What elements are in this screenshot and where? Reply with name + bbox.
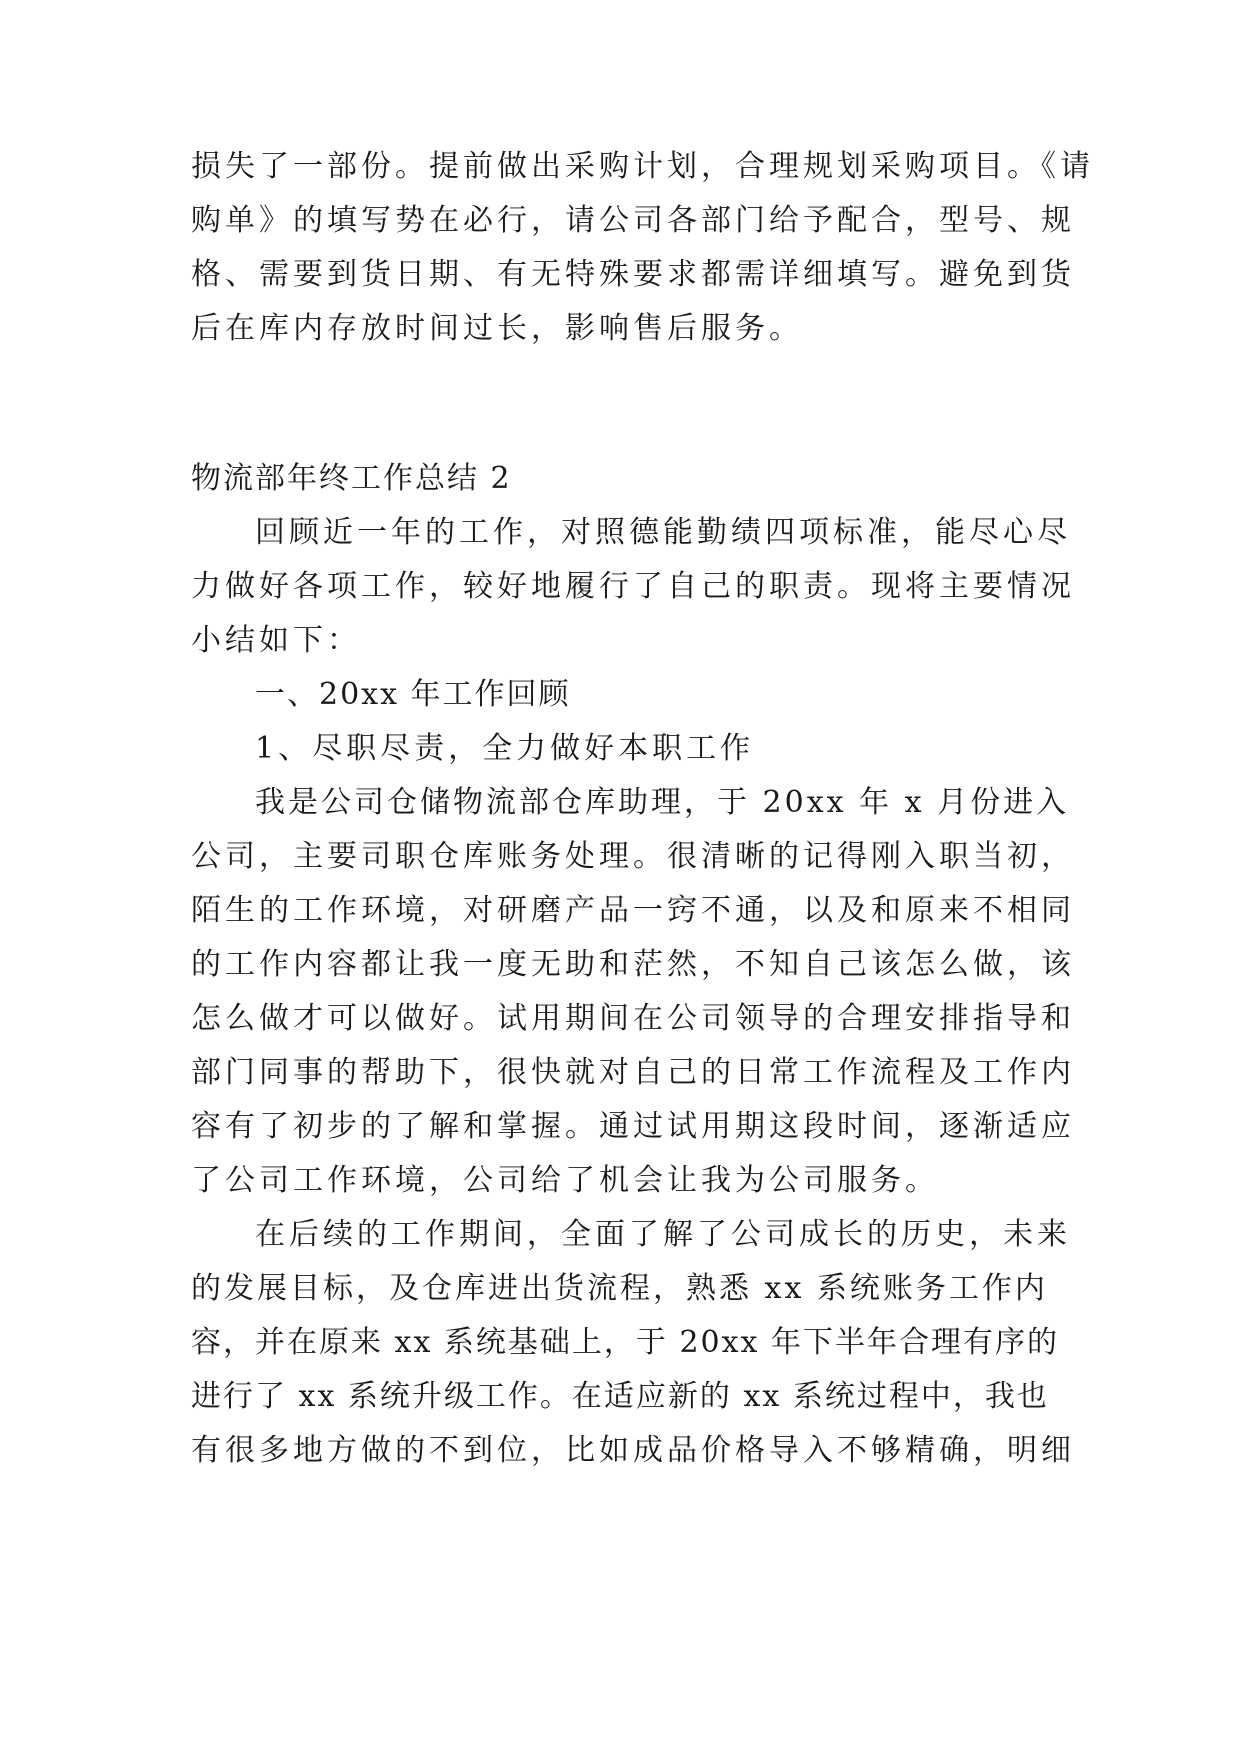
section-title: 物流部年终工作总结 2 [191,461,512,496]
continuation-line: 购单》的填写势在必行，请公司各部门给予配合，型号、规 [191,203,1075,238]
paragraph-line: 怎么做才可以做好。试用期间在公司领导的合理安排指导和 [191,1001,1075,1036]
paragraph-line: 公司，主要司职仓库账务处理。很清晰的记得刚入职当初， [191,839,1075,874]
continuation-line: 后在库内存放时间过长，影响售后服务。 [191,311,803,346]
paragraph-line: 我是公司仓储物流部仓库助理，于 20xx 年 x 月份进入 [255,785,1070,820]
continuation-line: 损失了一部份。提前做出采购计划，合理规划采购项目。《请 [191,149,1094,184]
paragraph-line: 的发展目标，及仓库进出货流程，熟悉 xx 系统账务工作内 [191,1271,1048,1306]
paragraph-line: 了公司工作环境，公司给了机会让我为公司服务。 [191,1163,939,1198]
paragraph-line: 的工作内容都让我一度无助和茫然，不知自己该怎么做，该 [191,947,1075,982]
paragraph-line: 容有了初步的了解和掌握。通过试用期这段时间，逐渐适应 [191,1109,1075,1144]
paragraph-line: 进行了 xx 系统升级工作。在适应新的 xx 系统过程中，我也 [191,1379,1049,1414]
heading-level-1: 一、20xx 年工作回顾 [255,677,571,712]
intro-line: 回顾近一年的工作，对照德能勤绩四项标准，能尽心尽 [255,515,1071,550]
intro-line: 力做好各项工作，较好地履行了自己的职责。现将主要情况 [191,569,1075,604]
paragraph-line: 陌生的工作环境，对研磨产品一窍不通，以及和原来不相同 [191,893,1075,928]
intro-line: 小结如下： [191,623,361,658]
paragraph-line: 容，并在原来 xx 系统基础上，于 20xx 年下半年合理有序的 [191,1325,1059,1360]
paragraph-line: 有很多地方做的不到位，比如成品价格导入不够精确，明细 [191,1433,1075,1468]
paragraph-line: 部门同事的帮助下，很快就对自己的日常工作流程及工作内 [191,1055,1075,1090]
continuation-line: 格、需要到货日期、有无特殊要求都需详细填写。避免到货 [191,257,1075,292]
heading-level-2: 1、尽职尽责，全力做好本职工作 [255,731,755,766]
paragraph-line: 在后续的工作期间，全面了解了公司成长的历史，未来 [255,1217,1071,1252]
